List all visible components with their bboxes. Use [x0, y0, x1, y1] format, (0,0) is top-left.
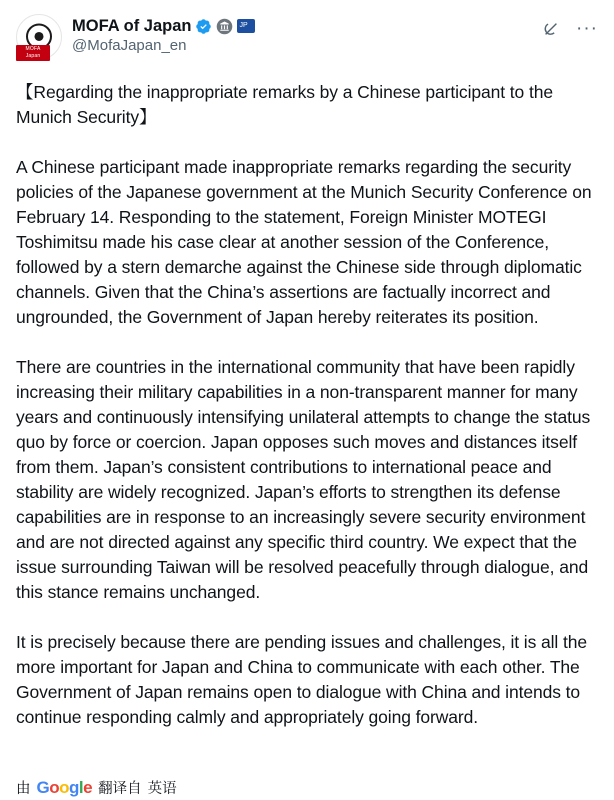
account-names — [72, 14, 530, 55]
tweet-paragraph-2: There are countries in the international community that have been rapidly increasing their military capabilities in a non-transparent manner for many years and continuously intensifying unilateral attempts to change the status quo by force or coercion. Japan opposes such moves and distances itself from them. Japan’s consistent contributions to international peace and stability are widely recognized. Japan’s efforts to strengthen its defense capabilities are in response to an increasingly severe security environment and are not directed against any specific third country. We expect that the issue surrounding Taiwan will be resolved peacefully through dialogue, and this stance remains unchanged. — [16, 357, 591, 602]
more-options-button[interactable] — [576, 18, 598, 40]
avatar-badge-line2: Japan — [25, 53, 41, 59]
government-account-icon — [216, 18, 233, 35]
translate-source-language: 英语 — [147, 781, 177, 797]
tweet-paragraph-1: A Chinese participant made inappropriate remarks regarding the security policies of the Japanese government at the Munich Security Conference on February 14. Responding to the statement, Foreign Minister MOTEGI Toshimitsu made his case clear at another session of the Conference, followed by a stern demarche against the Chinese side through diplomatic channels. Given that the China’s assertions are factually incorrect and ungrounded, the Government of Japan hereby reiterates its position. — [16, 157, 592, 327]
tweet-header — [16, 14, 598, 64]
google-logo: Google — [36, 777, 93, 797]
tweet-paragraph-3: It is precisely because there are pending issues and challenges, it is all the more important for Japan and China to communicate with each other. The Government of Japan remains open to dialogue with China and intends to continue responding calmly and appropriately going forward. — [16, 632, 588, 727]
tweet-body — [16, 64, 598, 730]
verified-badge-icon — [195, 18, 212, 35]
japan-flag-icon — [237, 19, 255, 33]
grok-actions-icon[interactable] — [540, 18, 562, 40]
translate-prefix: 由 — [16, 781, 31, 797]
more-options-icon: ··· — [576, 18, 598, 39]
translation-attribution[interactable] — [16, 775, 177, 798]
header-actions — [540, 14, 598, 40]
account-handle[interactable]: @MofaJapan_en — [72, 37, 187, 54]
display-name[interactable]: MOFA of Japan — [72, 17, 192, 35]
translate-label: 翻译自 — [98, 781, 142, 797]
grok-glyph-icon — [541, 19, 561, 39]
display-name-row — [72, 16, 530, 36]
flag-label: JP — [239, 22, 248, 29]
avatar[interactable] — [16, 14, 62, 60]
tweet-title: 【Regarding the inappropriate remarks by a Chinese participant to the Munich Security】 — [16, 82, 553, 127]
avatar-badge-line1: MOFA — [25, 46, 41, 52]
avatar-badge — [16, 45, 50, 61]
